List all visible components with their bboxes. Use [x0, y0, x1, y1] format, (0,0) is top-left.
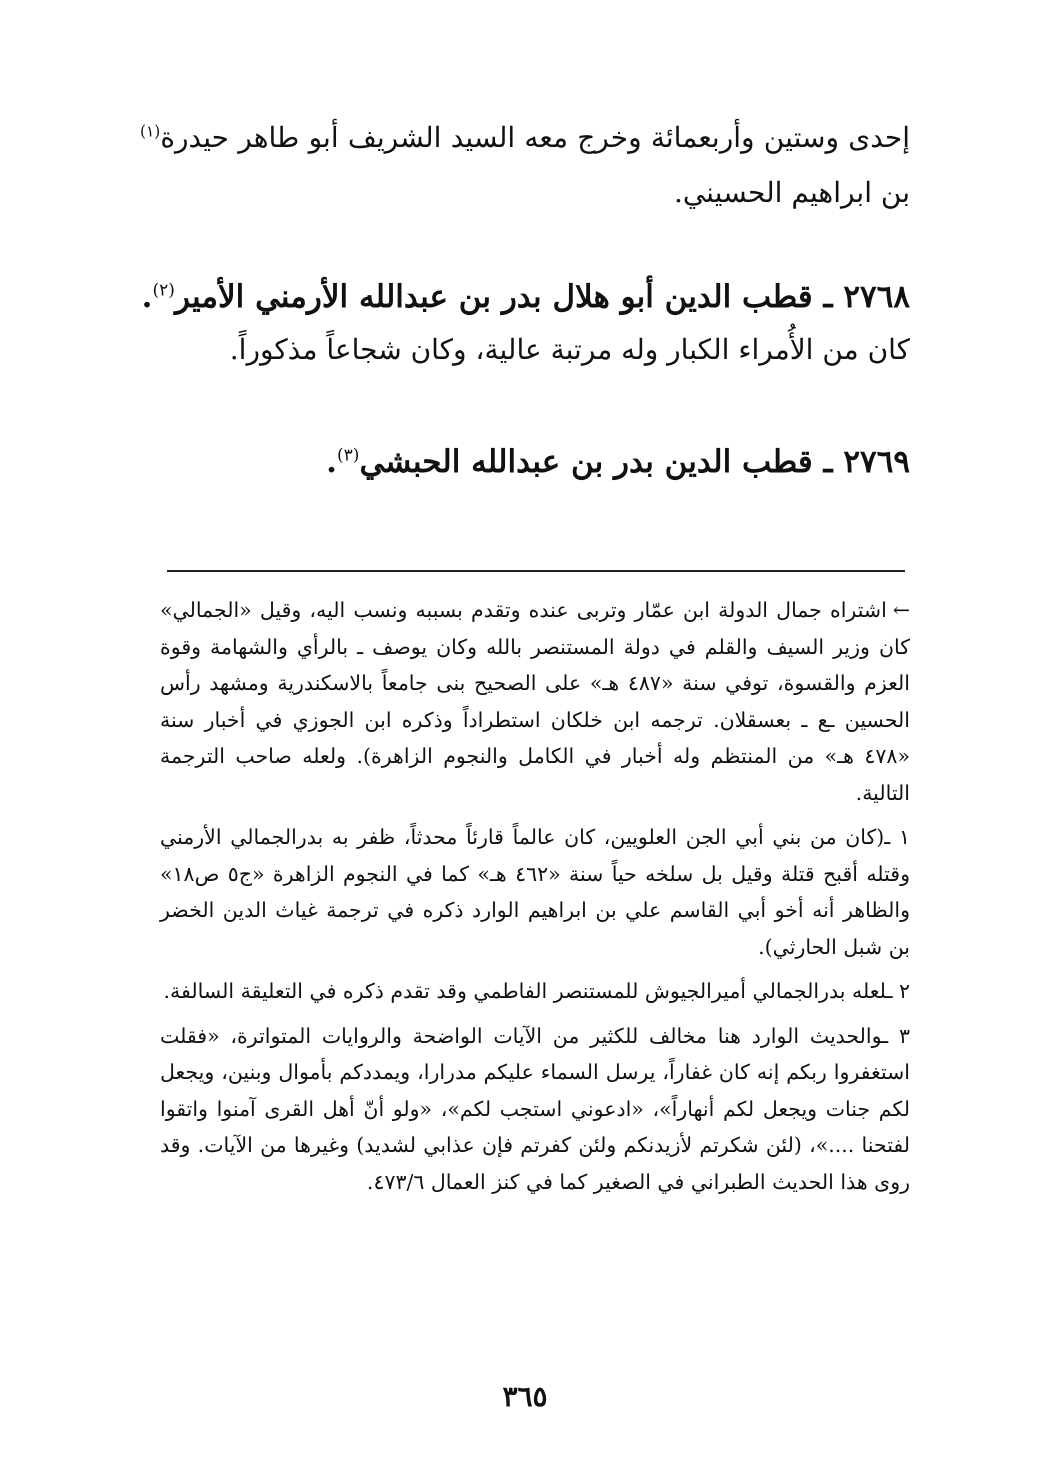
continuation-arrow-icon: ←: [892, 598, 910, 622]
footnote-ref-1[interactable]: (١): [140, 122, 161, 141]
main-paragraph: [140, 110, 910, 220]
footnote-continuation: [160, 592, 910, 811]
footnote-ref-3[interactable]: (٣): [336, 445, 360, 466]
entry-title-2769: ٢٧٦٩ ـ قطب الدين بدر بن عبدالله الحبشي: [359, 444, 910, 480]
footnote-ref-2[interactable]: (٢): [152, 280, 175, 301]
entry-heading-2769: [130, 440, 910, 484]
entry-end-2768: .: [141, 279, 153, 315]
entry-end-2769: .: [326, 444, 337, 480]
entry-body-2768: كان من الأُمراء الكبار وله مرتبة عالية، وكان شجاعاً مذكوراً.: [229, 333, 910, 366]
main-paragraph-text: إحدى وستين وأربعمائة وخرج معه السيد الشريف أبو طاهر حيدرة: [160, 121, 910, 154]
footnote-divider: [167, 570, 905, 572]
footnote-1: ١ ـ(كان من بني أبي الجن العلويين، كان عالماً قارئاً محدثاً، ظفر به بدرالجمالي الأرمني وقتله أقبح قتلة وقيل بل سلخه حياً سنة «٤٦٢ هـ» كما في النجوم الزاهرة «ج٥ ص١٨» والظاهر أنه أخو أبي القاسم علي بن ابراهيم الوارد ذكره في ترجمة غياث الدين الخضر بن شبل الحارثي).: [160, 825, 910, 959]
footnote-continuation-text: اشتراه جمال الدولة ابن عمّار وتربى عنده وتقدم بسببه ونسب اليه، وقيل «الجمالي» كان وزير السيف والقلم في دولة المستنصر بالله وكان يوصف ـ بالرأي والشهامة وقوة العزم والقسوة، توفي سنة «٤٨٧ هـ» على الصحيح بنى جامعاً بالاسكندرية ومشهد رأس الحسين ـع ـ بعسقلان. ترجمه ابن خلكان استطراداً وذكره ابن الجوزي في أخبار سنة «٤٧٨ هـ» من المنتظم وله أخبار في الكامل والنجوم الزاهرة). ولعله صاحب الترجمة التالية.: [160, 598, 910, 805]
entry-title-2768: ٢٧٦٨ ـ قطب الدين أبو هلال بدر بن عبدالله الأرمني الأمير: [174, 279, 910, 315]
main-paragraph-tail: بن ابراهيم الحسيني.: [673, 176, 910, 209]
footnote-2: ٢ ـلعله بدرالجمالي أميرالجيوش للمستنصر الفاطمي وقد تقدم ذكره في التعليقة السالفة.: [163, 979, 910, 1003]
entry-heading-2768: [130, 275, 910, 319]
footnote-3: ٣ ـوالحديث الوارد هنا مخالف للكثير من الآيات الواضحة والروايات المتواترة، «فقلت استغفروا ربكم إنه كان غفاراً، يرسل السماء عليكم مدرارا، ويمددكم بأموال وبنين، ويجعل لكم جنات ويجعل لكم أنهاراً»، «ادعوني استجب لكم»، «ولو أنّ أهل القرى آمنوا واتقوا لفتحنا ....»، (لئن شكرتم لأزيدنكم ولئن كفرتم فإن عذابي لشديد) وغيرها من الآيات. وقد روى هذا الحديث الطبراني في الصغير كما في كنز العمال ٤٧٣/٦.: [160, 1023, 910, 1194]
page-number: ٣٦٥: [502, 1380, 548, 1413]
footnotes-section: [160, 592, 910, 1208]
